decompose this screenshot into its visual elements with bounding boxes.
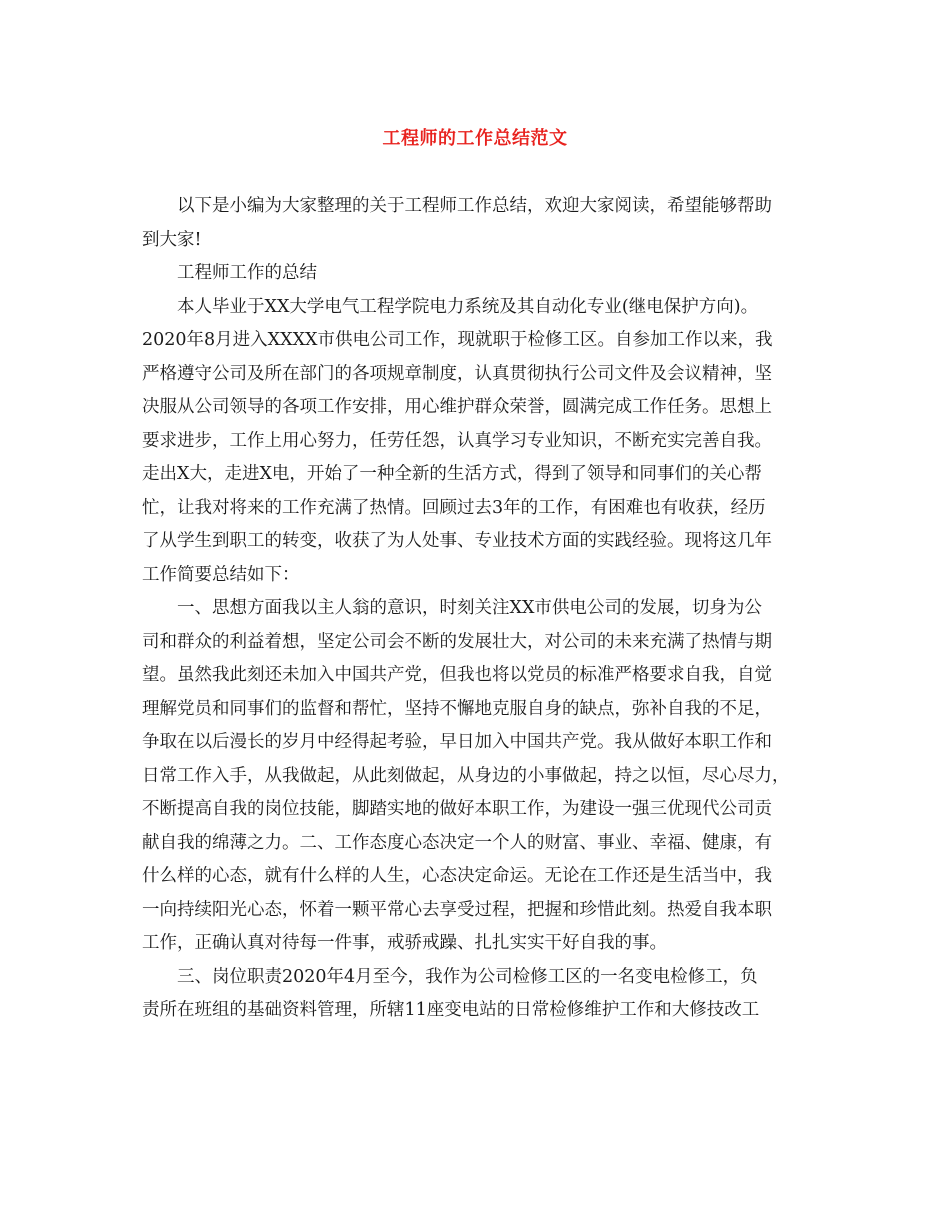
paragraph-line: 工作，正确认真对待每一件事，戒骄戒躁、扎扎实实干好自我的事。 xyxy=(142,933,667,953)
paragraph-ideology xyxy=(142,592,822,961)
paragraph-duties xyxy=(142,961,822,1028)
intro-line: 以下是小编为大家整理的关于工程师工作总结，欢迎大家阅读，希望能够帮助 xyxy=(177,196,772,216)
document-body xyxy=(142,190,822,1028)
paragraph-line: 工作简要总结如下： xyxy=(142,564,300,585)
intro-paragraph xyxy=(142,190,822,257)
paragraph-line: 了从学生到职工的转变，收获了为人处事、专业技术方面的实践经验。现将这几年 xyxy=(142,531,772,551)
paragraph-line: 什么样的心态，就有什么样的人生，心态决定命运。无论在工作还是生活当中，我 xyxy=(142,866,772,886)
paragraph-line: 司和群众的利益着想，坚定公司会不断的发展壮大，对公司的未来充满了热情与期 xyxy=(142,631,772,652)
intro-line: 到大家! xyxy=(142,229,202,250)
paragraph-line: 争取在以后漫长的岁月中经得起考验，早日加入中国共产党。我从做好本职工作和 xyxy=(142,732,772,752)
subheading: 工程师工作的总结 xyxy=(177,263,317,283)
paragraph-line: 严格遵守公司及所在部门的各项规章制度，认真贯彻执行公司文件及会议精神，坚 xyxy=(142,363,772,384)
paragraph-line: 责所在班组的基础资料管理，所辖11座变电站的日常检修维护工作和大修技改工 xyxy=(142,1000,760,1020)
paragraph-line: 日常工作入手，从我做起，从此刻做起，从身边的小事做起，持之以恒，尽心尽力， xyxy=(142,765,790,786)
paragraph-line: 忙，让我对将来的工作充满了热情。回顾过去3年的工作，有困难也有收获，经历 xyxy=(142,497,766,518)
paragraph-line: 本人毕业于XX大学电气工程学院电力系统及其自动化专业(继电保护方向)。 xyxy=(177,296,759,317)
paragraph-line: 走出X大，走进X电，开始了一种全新的生活方式，得到了领导和同事们的关心帮 xyxy=(142,464,762,484)
paragraph-line: 理解党员和同事们的监督和帮忙，坚持不懈地克服自身的缺点，弥补自我的不足， xyxy=(142,698,772,719)
paragraph-line: 不断提高自我的岗位技能，脚踏实地的做好本职工作，为建设一强三优现代公司贡 xyxy=(142,799,772,819)
paragraph-line: 望。虽然我此刻还未加入中国共产党，但我也将以党员的标准严格要求自我，自觉 xyxy=(142,665,772,685)
paragraph-line: 决服从公司领导的各项工作安排，用心维护群众荣誉，圆满完成工作任务。思想上 xyxy=(142,397,772,417)
document-title: 工程师的工作总结范文 xyxy=(382,128,568,149)
paragraph-line: 献自我的绵薄之力。二、工作态度心态决定一个人的财富、事业、幸福、健康，有 xyxy=(142,832,772,853)
paragraph-line: 要求进步，工作上用心努力，任劳任怨，认真学习专业知识，不断充实完善自我。 xyxy=(142,430,772,451)
paragraph-line: 三、岗位职责2020年4月至今，我作为公司检修工区的一名变电检修工，负 xyxy=(177,966,758,987)
paragraph-line: 2020年8月进入XXXX市供电公司工作，现就职于检修工区。自参加工作以来，我 xyxy=(142,330,773,350)
paragraph-line: 一、思想方面我以主人翁的意识，时刻关注XX市供电公司的发展，切身为公 xyxy=(177,598,762,618)
paragraph-line: 一向持续阳光心态，怀着一颗平常心去享受过程，把握和珍惜此刻。热爱自我本职 xyxy=(142,899,772,920)
paragraph-background xyxy=(142,291,822,593)
